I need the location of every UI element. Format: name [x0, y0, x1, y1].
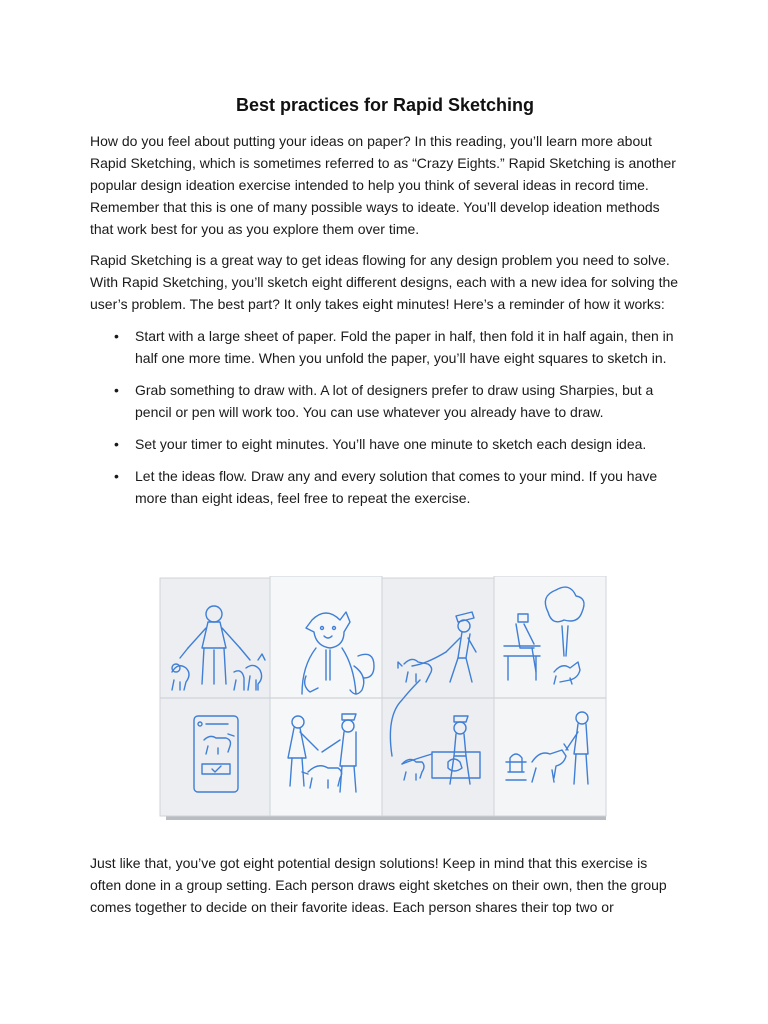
list-item — [90, 325, 680, 369]
list-item — [90, 379, 680, 423]
closing-paragraph: Just like that, you’ve got eight potential design solutions! Keep in mind that this exercise is often done in a group setting. Each person draws eight sketches on their own, then the group comes together to decide on their favorite ideas. Each person shares their top two or — [90, 855, 667, 915]
bullet-icon: • — [114, 468, 119, 484]
list-item-text: Grab something to draw with. A lot of designers prefer to draw using Sharpies, but a pencil or pen will work too. You can use whatever you already have to draw. — [135, 382, 654, 420]
intro-paragraph: How do you feel about putting your ideas on paper? In this reading, you’ll learn more about Rapid Sketching, which is sometimes referred to as “Crazy Eights.” Rapid Sketching is another popular design ideation exercise intended to help you think of several ideas in record time. Remember that this is one of many possible ways to ideate. You’ll develop ideation methods that work best for you as you explore them over time. — [90, 133, 676, 237]
list-item — [90, 465, 680, 509]
steps-list — [90, 325, 680, 509]
bullet-icon: • — [114, 328, 119, 344]
crazy-eights-illustration — [158, 576, 608, 822]
bullet-icon: • — [114, 436, 119, 452]
method-paragraph: Rapid Sketching is a great way to get ideas flowing for any design problem you need to solve. With Rapid Sketching, you’ll sketch eight different designs, each with a new idea for solving the user’s problem. The best part? It only takes eight minutes! Here’s a reminder of how it works: — [90, 252, 679, 312]
document-page — [90, 0, 680, 519]
list-item-text: Set your timer to eight minutes. You’ll have one minute to sketch each design idea. — [135, 436, 647, 452]
list-item-text: Start with a large sheet of paper. Fold the paper in half, then fold it in half again, then in half one more time. When you unfold the paper, you’ll have eight squares to sketch in. — [135, 328, 674, 366]
list-item-text: Let the ideas flow. Draw any and every solution that comes to your mind. If you have more than eight ideas, feel free to repeat the exercise. — [135, 468, 658, 506]
page-title: Best practices for Rapid Sketching — [235, 95, 535, 115]
list-item — [90, 433, 680, 455]
bullet-icon: • — [114, 382, 119, 398]
